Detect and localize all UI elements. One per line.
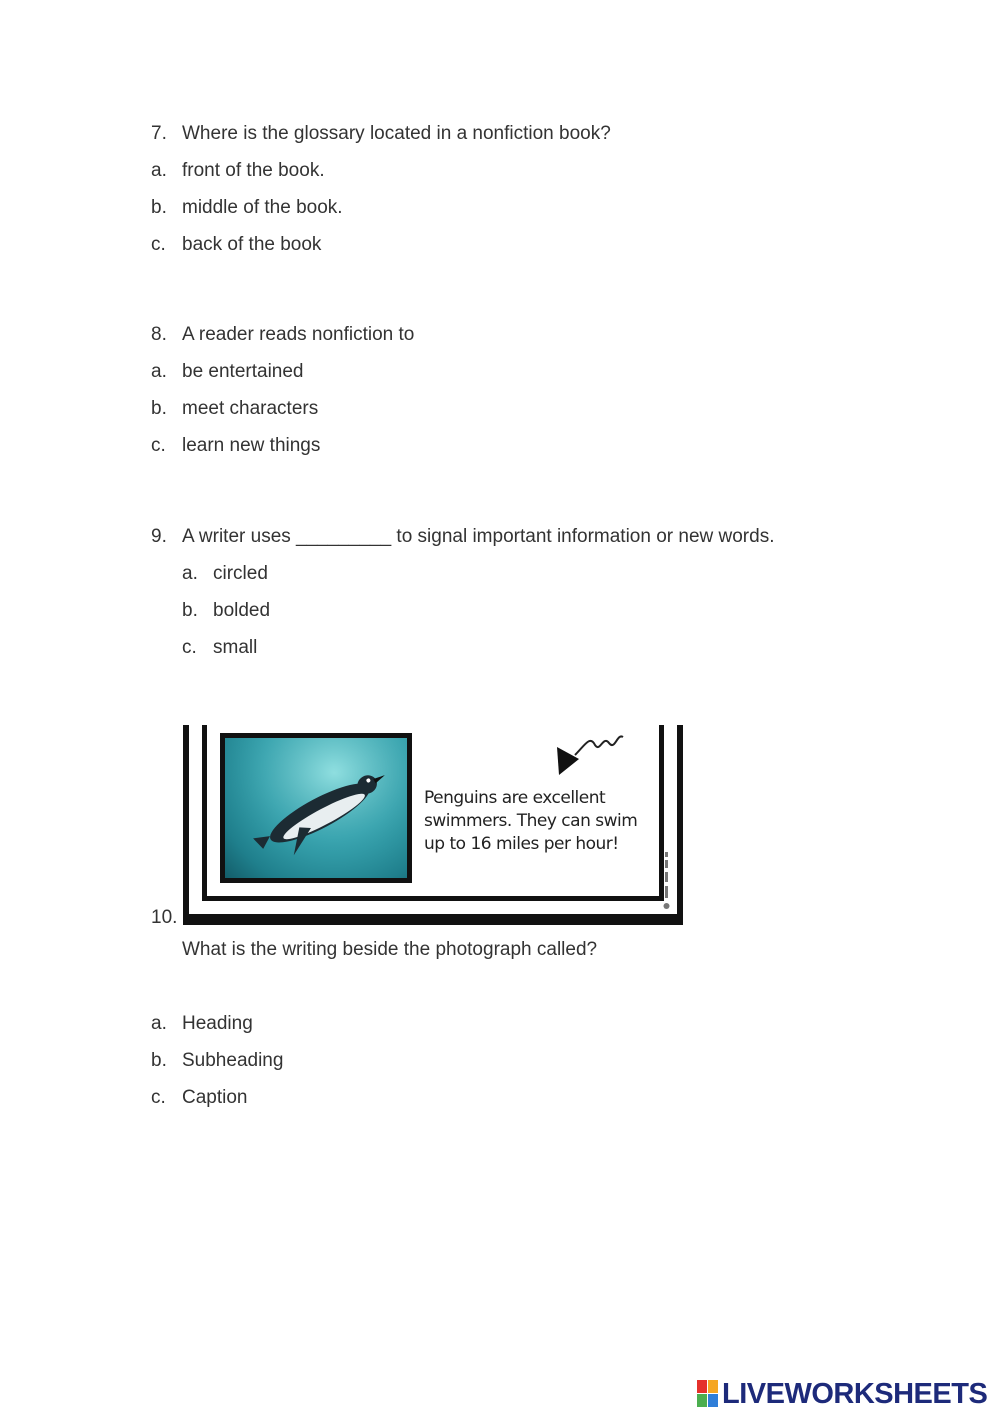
option-8a[interactable] bbox=[151, 359, 304, 385]
logo-blocks-icon bbox=[697, 1380, 719, 1408]
option-text: circled bbox=[213, 563, 268, 584]
option-letter: a. bbox=[151, 160, 167, 181]
question-number: 10. bbox=[151, 907, 178, 928]
option-text: learn new things bbox=[182, 435, 321, 456]
question-10-text: What is the writing beside the photograph called? bbox=[182, 939, 598, 960]
option-letter: c. bbox=[151, 1087, 166, 1108]
option-text: be entertained bbox=[182, 361, 304, 382]
figure-caption: Penguins are excellent swimmers. They can swim up to 16 miles per hour! bbox=[424, 788, 638, 854]
question-text: A reader reads nonfiction to bbox=[182, 324, 415, 345]
question-8 bbox=[151, 322, 414, 348]
copyright-mark bbox=[660, 850, 674, 914]
option-letter: b. bbox=[151, 197, 167, 218]
option-text: middle of the book. bbox=[182, 197, 343, 218]
option-letter: b. bbox=[151, 398, 167, 419]
option-text: meet characters bbox=[182, 398, 319, 419]
option-text: Heading bbox=[182, 1013, 253, 1034]
option-text: bolded bbox=[213, 600, 271, 621]
question-number: 9. bbox=[151, 526, 167, 547]
option-8b[interactable] bbox=[151, 396, 318, 422]
question-text: A writer uses _________ to signal important information or new words. bbox=[182, 526, 775, 547]
option-letter: b. bbox=[151, 1050, 167, 1071]
arrow-doodle-icon bbox=[545, 725, 625, 785]
option-letter: b. bbox=[182, 600, 198, 621]
option-letter: a. bbox=[151, 1013, 167, 1034]
option-8c[interactable] bbox=[151, 433, 320, 459]
question-7 bbox=[151, 121, 611, 147]
option-text: back of the book bbox=[182, 234, 322, 255]
caption-example-figure bbox=[180, 725, 684, 925]
option-letter: c. bbox=[182, 637, 197, 658]
option-10b[interactable] bbox=[151, 1048, 283, 1074]
option-7b[interactable] bbox=[151, 195, 343, 221]
option-7c[interactable] bbox=[151, 232, 321, 258]
option-letter: a. bbox=[151, 361, 167, 382]
option-10c[interactable] bbox=[151, 1085, 248, 1111]
option-letter: c. bbox=[151, 435, 166, 456]
option-9a[interactable] bbox=[182, 561, 268, 587]
question-9 bbox=[151, 524, 774, 550]
option-letter: a. bbox=[182, 563, 198, 584]
option-text: Subheading bbox=[182, 1050, 284, 1071]
option-9b[interactable] bbox=[182, 598, 270, 624]
penguin-photo bbox=[220, 733, 412, 883]
question-number: 7. bbox=[151, 123, 167, 144]
figure-bottom-bar bbox=[183, 914, 683, 925]
question-number: 8. bbox=[151, 324, 167, 345]
option-text: small bbox=[213, 637, 258, 658]
penguin-icon bbox=[225, 738, 407, 878]
liveworksheets-logo bbox=[697, 1378, 987, 1410]
cropped-title-strip bbox=[300, 725, 540, 733]
logo-text: LIVEWORKSHEETS bbox=[722, 1377, 988, 1410]
option-10a[interactable] bbox=[151, 1011, 253, 1037]
option-letter: c. bbox=[151, 234, 166, 255]
question-text: Where is the glossary located in a nonfiction book? bbox=[182, 123, 611, 144]
option-text: Caption bbox=[182, 1087, 248, 1108]
option-9c[interactable] bbox=[182, 635, 257, 661]
option-7a[interactable] bbox=[151, 158, 325, 184]
option-text: front of the book. bbox=[182, 160, 325, 181]
